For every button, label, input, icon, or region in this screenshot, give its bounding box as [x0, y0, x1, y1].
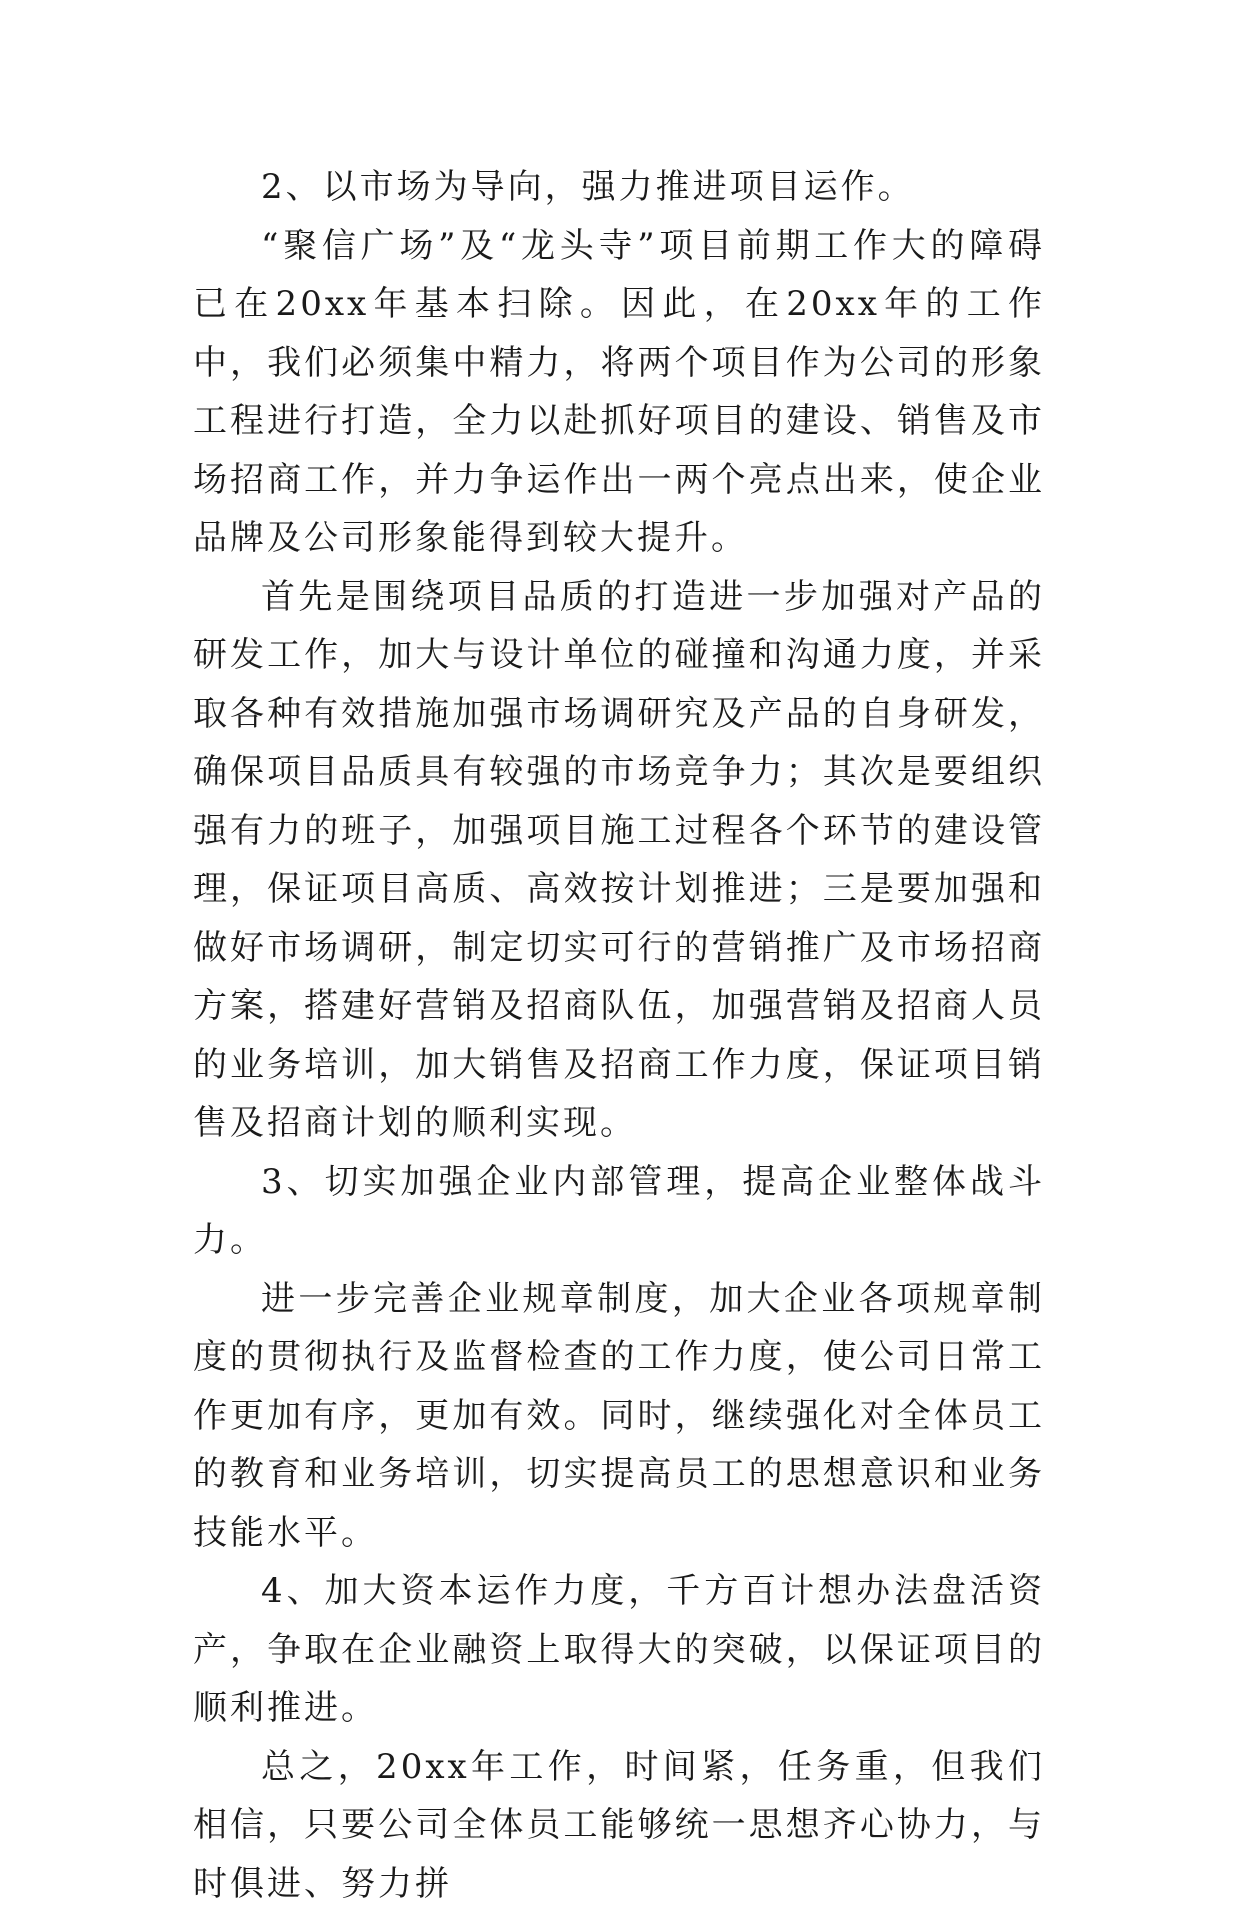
paragraph-project-measures: 首先是围绕项目品质的打造进一步加强对产品的研发工作，加大与设计单位的碰撞和沟通力度，并采取各种有效措施加强市场调研究及产品的自身研发，确保项目品质具有较强的市场竞争力；其次是要组织强有力的班子，加强项目施工过程各个环节的建设管理，保证项目高质、高效按计划推进；三是要加强和做好市场调研，制定切实可行的营销推广及市场招商方案，搭建好营销及招商队伍，加强营销及招商人员的业务培训，加大销售及招商工作力度，保证项目销售及招商计划的顺利实现。: [193, 568, 1045, 1153]
paragraph-conclusion: 总之，20xx年工作，时间紧，任务重，但我们相信，只要公司全体员工能够统一思想齐心协力，与时俱进、努力拼: [193, 1738, 1045, 1913]
heading-market-orientation: 2、以市场为导向，强力推进项目运作。: [193, 158, 1045, 217]
heading-capital-operation: 4、加大资本运作力度，千方百计想办法盘活资产，争取在企业融资上取得大的突破，以保证项目的顺利推进。: [193, 1562, 1045, 1738]
heading-internal-management: 3、切实加强企业内部管理，提高企业整体战斗力。: [193, 1153, 1045, 1270]
paragraph-projects-overview: “聚信广场”及“龙头寺”项目前期工作大的障碍已在20xx年基本扫除。因此，在20xx年的工作中，我们必须集中精力，将两个项目作为公司的形象工程进行打造，全力以赴抓好项目的建设、销售及市场招商工作，并力争运作出一两个亮点出来，使企业品牌及公司形象能得到较大提升。: [193, 217, 1045, 568]
paragraph-internal-management: 进一步完善企业规章制度，加大企业各项规章制度的贯彻执行及监督检查的工作力度，使公司日常工作更加有序，更加有效。同时，继续强化对全体员工的教育和业务培训，切实提高员工的思想意识和业务技能水平。: [193, 1270, 1045, 1563]
document-body: [193, 158, 1045, 1913]
